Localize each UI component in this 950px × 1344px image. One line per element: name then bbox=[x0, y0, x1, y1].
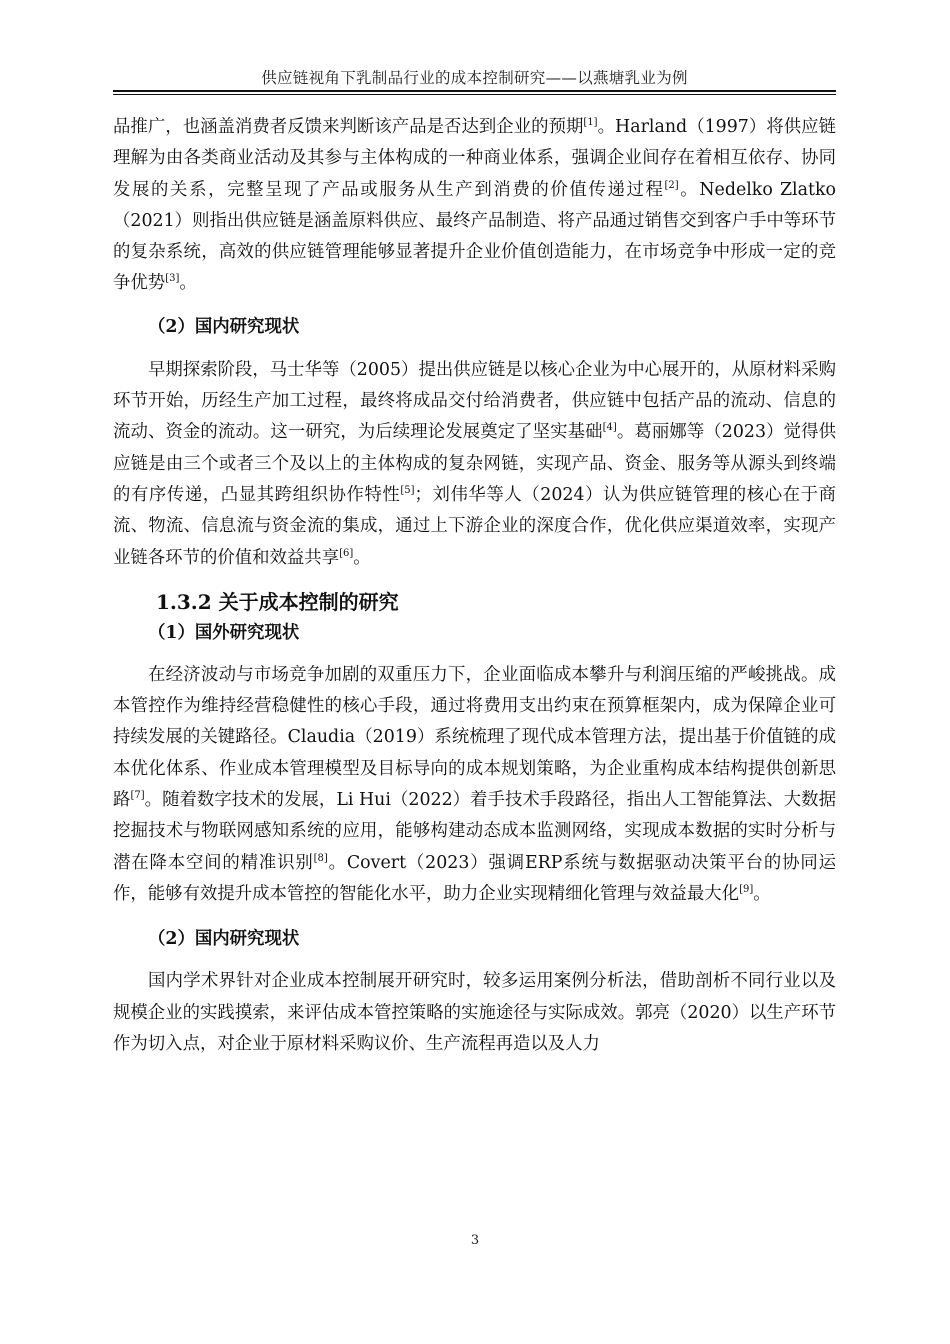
citation-4: [4] bbox=[602, 422, 617, 434]
paragraph-domestic-supply-chain: 早期探索阶段，马士华等（2005）提出供应链是以核心企业为中心展开的，从原材料采购环节开始，历经生产加工过程，最终将成品交付给消费者，供应链中包括产品的流动、信息的流动、资金的流动。这一研究，为后续理论发展奠定了坚实基础[4]。葛丽娜等（2023）觉得供应链是由三个或者三个及以上的主体构成的复杂网链，实现产品、资金、服务等从源头到终端的有序传递，凸显其跨组织协作特性[5]；刘伟华等人（2024）认为供应链管理的核心在于商流、物流、信息流与资金流的集成，通过上下游企业的深度合作，优化供应渠道效率，实现产业链各环节的价值和效益共享[6]。 bbox=[113, 359, 836, 568]
citation-8: [8] bbox=[313, 852, 328, 864]
header-rule bbox=[113, 90, 836, 95]
page-number: 3 bbox=[470, 1233, 480, 1248]
paragraph-intl-supply-chain-continued: 品推广，也涵盖消费者反馈来判断该产品是否达到企业的预期[1]。Harland（1997）将供应链理解为由各类商业活动及其参与主体构成的一种商业体系，强调企业间存在着相互依存、协同发展的关系，完整呈现了产品或服务从生产到消费的价值传递过程[2]。Nedelko Zlatko（2021）则指出供应链是涵盖原料供应、最终产品制造、将产品通过销售交到客户手中等环节的复杂系统，高效的供应链管理能够显著提升企业价值创造能力，在市场竞争中形成一定的竞争优势[3]。 bbox=[113, 117, 836, 294]
paragraph-foreign-cost-control: 在经济波动与市场竞争加剧的双重压力下，企业面临成本攀升与利润压缩的严峻挑战。成本管控作为维持经营稳健性的核心手段，通过将费用支出约束在预算框架内，成为保障企业可持续发展的关键路径。Claudia（2019）系统梳理了现代成本管理方法，提出基于价值链的成本优化体系、作业成本管理模型及目标导向的成本规划策略，为企业重构成本结构提供创新思路[7]。随着数字技术的发展，Li Hui（2022）着手技术手段路径，指出人工智能算法、大数据挖掘技术与物联网感知系统的应用，能够构建动态成本监测网络，实现成本数据的实时分析与潜在降本空间的精准识别[8]。Covert（2023）强调ERP系统与数据驱动决策平台的协同运作，能够有效提升成本管控的智能化水平，助力企业实现精细化管理与效益最大化[9]。 bbox=[113, 664, 836, 904]
heading-foreign-research: （1）国外研究现状 bbox=[148, 622, 300, 643]
heading-domestic-research-2: （2）国内研究现状 bbox=[148, 929, 300, 950]
citation-5: [5] bbox=[400, 484, 415, 496]
citation-6: [6] bbox=[339, 547, 354, 559]
paragraph-domestic-cost-control: 国内学术界针对企业成本控制展开研究时，较多运用案例分析法，借助剖析不同行业以及规模企业的实践摸索，来评估成本管控策略的实施途径与实际成效。郭亮（2020）以生产环节作为切入点，对企业于原材料采购议价、生产流程再造以及人力 bbox=[113, 971, 836, 1054]
heading-domestic-research-1: （2）国内研究现状 bbox=[148, 316, 300, 337]
citation-7: [7] bbox=[130, 790, 145, 802]
citation-2: [2] bbox=[664, 179, 679, 191]
citation-3: [3] bbox=[165, 273, 180, 285]
page-body bbox=[113, 112, 836, 1060]
citation-1: [1] bbox=[583, 117, 598, 128]
heading-section-1-3-2: 1.3.2 关于成本控制的研究 bbox=[156, 589, 399, 614]
running-header: 供应链视角下乳制品行业的成本控制研究——以燕塘乳业为例 bbox=[261, 69, 688, 87]
citation-9: [9] bbox=[739, 883, 754, 895]
